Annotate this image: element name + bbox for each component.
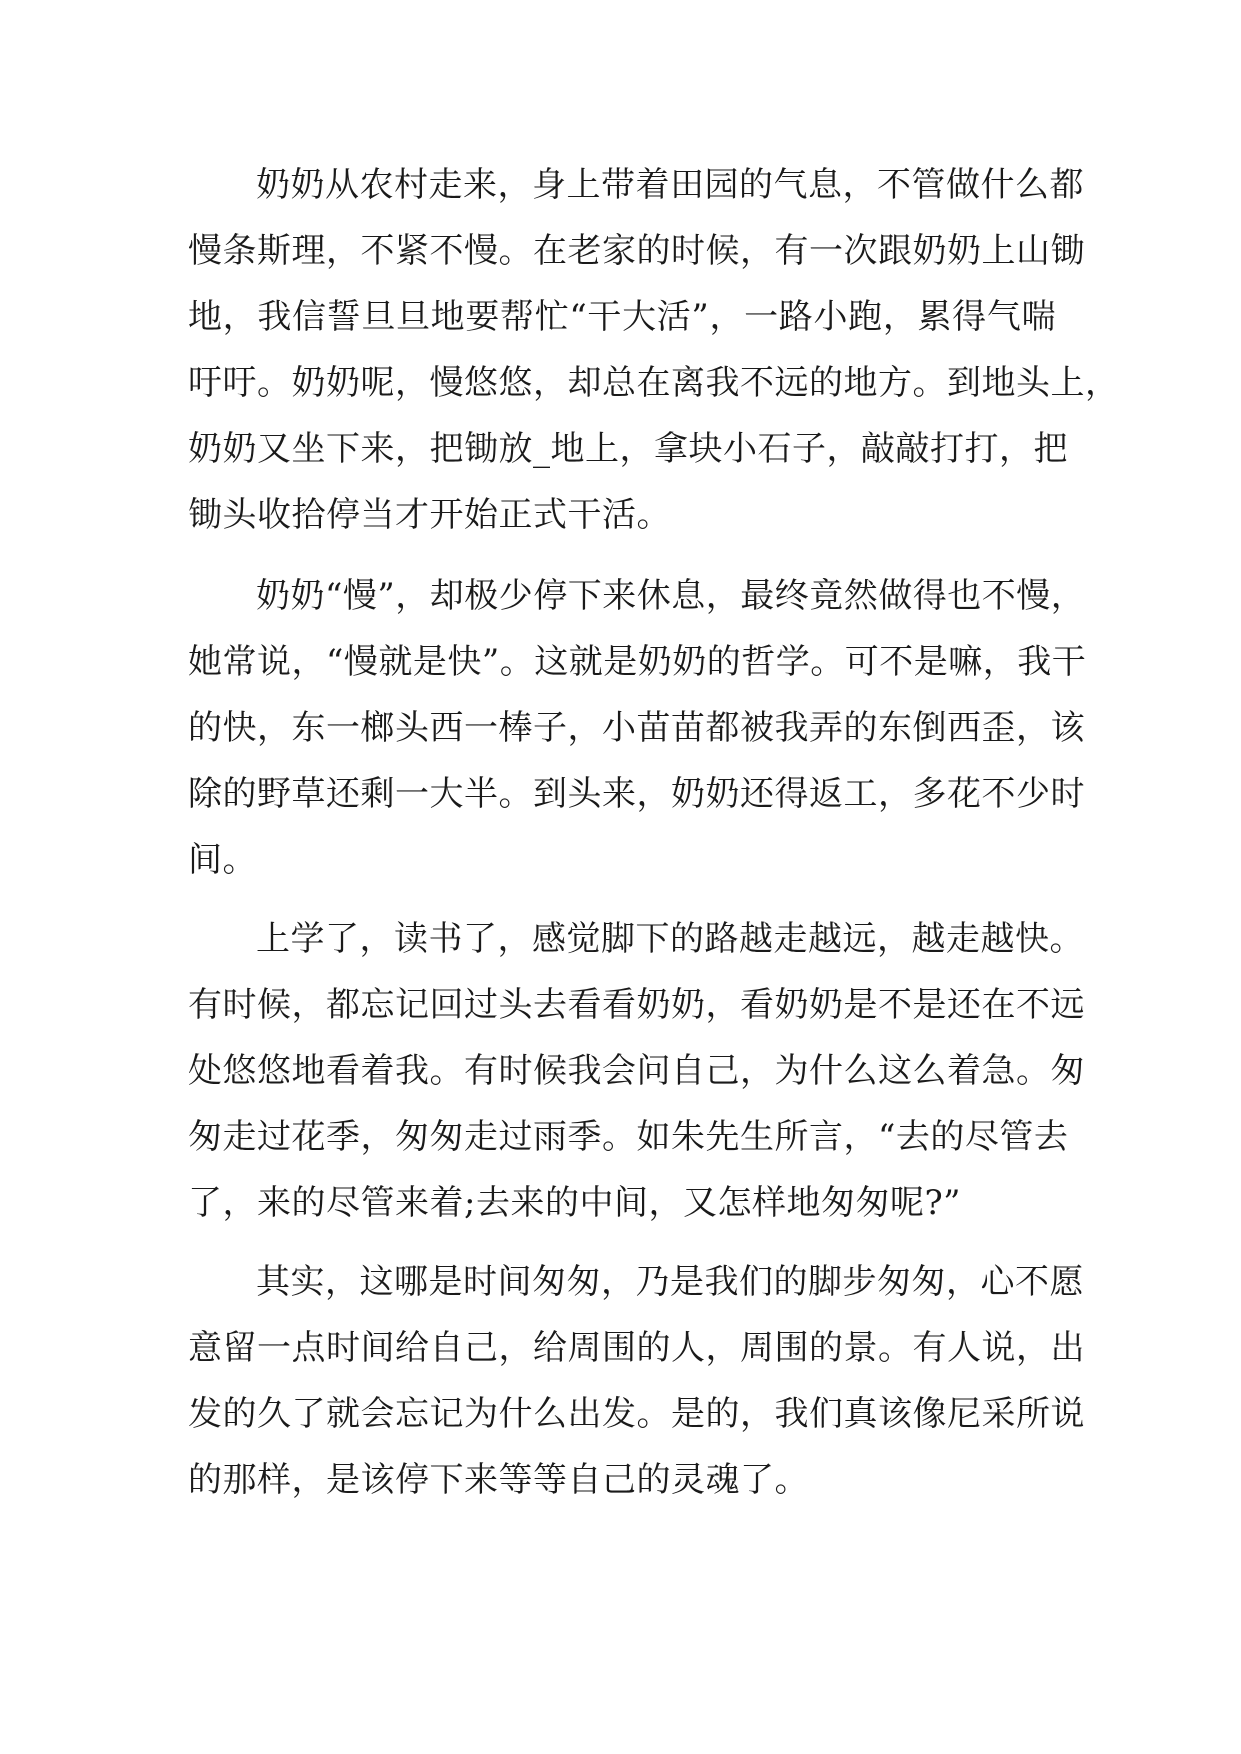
- text-line: 奶奶“慢”，却极少停下来休息，最终竟然做得也不慢，: [256, 576, 1086, 616]
- paragraph-2: [188, 563, 1087, 893]
- text-line: 发的久了就会忘记为什么出发。是的，我们真该像尼采所说: [188, 1394, 1085, 1434]
- text-line: 处悠悠地看着我。有时候我会问自己，为什么这么着急。匆: [188, 1051, 1085, 1091]
- text-line: 地，我信誓旦旦地要帮忙“干大活”，一路小跑，累得气喘: [188, 297, 1056, 337]
- text-line: 了，来的尽管来着;去来的中间，又怎样地匆匆呢?”: [188, 1183, 962, 1223]
- text-line: 的那样，是该停下来等等自己的灵魂了。: [188, 1460, 809, 1500]
- text-line: 的快，东一榔头西一棒子，小苗苗都被我弄的东倒西歪，该: [188, 708, 1085, 748]
- text-line: 其实，这哪是时间匆匆，乃是我们的脚步匆匆，心不愿: [256, 1262, 1084, 1302]
- paragraph-3: [188, 906, 1085, 1236]
- text-line: 慢条斯理，不紧不慢。在老家的时候，有一次跟奶奶上山锄: [188, 231, 1085, 271]
- text-line: 吁吁。奶奶呢，慢悠悠，却总在离我不远的地方。到地头上，: [188, 363, 1120, 403]
- text-line: 她常说，“慢就是快”。这就是奶奶的哲学。可不是嘛，我干: [188, 642, 1087, 682]
- text-line: 意留一点时间给自己，给周围的人，周围的景。有人说，出: [188, 1328, 1085, 1368]
- text-line: 奶奶从农村走来，身上带着田园的气息，不管做什么都: [256, 165, 1084, 205]
- text-line: 有时候，都忘记回过头去看看奶奶，看奶奶是不是还在不远: [188, 985, 1085, 1025]
- paragraph-1: [188, 152, 1120, 548]
- text-line: 除的野草还剩一大半。到头来，奶奶还得返工，多花不少时: [188, 774, 1085, 814]
- text-line: 上学了，读书了，感觉脚下的路越走越远，越走越快。: [256, 919, 1084, 959]
- text-line: 间。: [188, 840, 257, 880]
- text-line: 锄头收拾停当才开始正式干活。: [188, 495, 671, 535]
- paragraph-4: [188, 1249, 1085, 1513]
- text-line: 匆走过花季，匆匆走过雨季。如朱先生所言，“去的尽管去: [188, 1117, 1069, 1157]
- text-line: 奶奶又坐下来，把锄放_地上，拿块小石子，敲敲打打，把: [188, 429, 1068, 469]
